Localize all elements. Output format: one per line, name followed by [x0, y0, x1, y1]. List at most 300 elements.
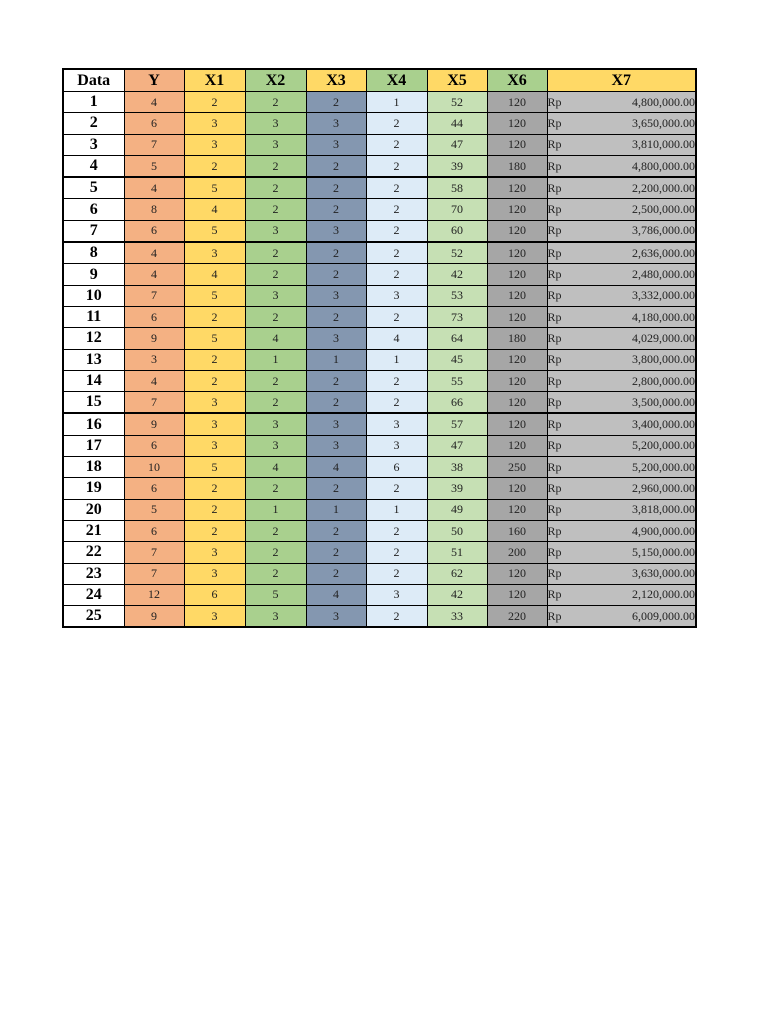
cell-x5[interactable]: 49 [427, 499, 487, 520]
cell-x7[interactable] [547, 285, 696, 306]
cell-x7[interactable] [547, 155, 696, 177]
cell-y[interactable]: 4 [124, 242, 184, 264]
cell-y[interactable]: 7 [124, 563, 184, 584]
currency-label: Rp [547, 202, 562, 217]
cell-x2[interactable]: 2 [245, 155, 306, 177]
cell-x6[interactable]: 120 [487, 584, 547, 605]
cell-x7[interactable] [547, 349, 696, 370]
cell-x7[interactable] [547, 134, 696, 155]
cell-x2[interactable]: 2 [245, 242, 306, 264]
cell-x3[interactable]: 1 [306, 349, 366, 370]
cell-x7[interactable] [547, 370, 696, 391]
cell-x2[interactable]: 2 [245, 520, 306, 541]
currency-label: Rp [547, 480, 562, 495]
cell-x4[interactable]: 2 [366, 177, 427, 199]
cell-x2[interactable]: 4 [245, 457, 306, 478]
amount-value: 4,029,000.00 [632, 330, 695, 345]
table-row [63, 113, 696, 134]
cell-x2[interactable]: 3 [245, 435, 306, 456]
cell-x6[interactable]: 120 [487, 392, 547, 414]
currency-label: Rp [547, 373, 562, 388]
cell-x1[interactable]: 3 [184, 242, 245, 264]
cell-x2[interactable]: 2 [245, 199, 306, 220]
cell-x4[interactable]: 2 [366, 242, 427, 264]
cell-x3[interactable]: 4 [306, 457, 366, 478]
currency-label: Rp [547, 245, 562, 260]
cell-x4[interactable]: 3 [366, 584, 427, 605]
cell-y[interactable]: 8 [124, 199, 184, 220]
header-data: Data [63, 69, 124, 92]
cell-x6[interactable]: 120 [487, 177, 547, 199]
currency-label: Rp [547, 158, 562, 173]
cell-y[interactable]: 6 [124, 435, 184, 456]
cell-y[interactable]: 7 [124, 392, 184, 414]
cell-x2[interactable]: 2 [245, 478, 306, 499]
cell-x1[interactable]: 5 [184, 220, 245, 242]
cell-x2[interactable]: 2 [245, 177, 306, 199]
cell-x1[interactable]: 3 [184, 113, 245, 134]
cell-x7[interactable] [547, 457, 696, 478]
amount-value: 3,786,000.00 [632, 223, 695, 238]
cell-x6[interactable]: 180 [487, 328, 547, 349]
cell-x5[interactable]: 60 [427, 220, 487, 242]
table-row [63, 370, 696, 391]
table-row [63, 285, 696, 306]
row-number[interactable]: 16 [63, 413, 124, 435]
row-number[interactable]: 25 [63, 606, 124, 628]
cell-x7[interactable] [547, 584, 696, 605]
cell-x5[interactable]: 33 [427, 606, 487, 628]
table-row [63, 264, 696, 285]
cell-x1[interactable]: 2 [184, 499, 245, 520]
cell-x4[interactable]: 2 [366, 606, 427, 628]
cell-x7[interactable] [547, 520, 696, 541]
cell-x4[interactable]: 2 [366, 306, 427, 327]
cell-x2[interactable]: 3 [245, 285, 306, 306]
amount-value: 3,810,000.00 [632, 137, 695, 152]
cell-x3[interactable]: 3 [306, 285, 366, 306]
amount-value: 3,818,000.00 [632, 502, 695, 517]
cell-x5[interactable]: 50 [427, 520, 487, 541]
table-row [63, 542, 696, 563]
currency-label: Rp [547, 394, 562, 409]
cell-x2[interactable]: 3 [245, 606, 306, 628]
amount-value: 3,800,000.00 [632, 352, 695, 367]
cell-x6[interactable]: 120 [487, 134, 547, 155]
cell-x6[interactable]: 120 [487, 370, 547, 391]
table-row [63, 563, 696, 584]
cell-x3[interactable]: 2 [306, 92, 366, 113]
cell-x1[interactable]: 3 [184, 392, 245, 414]
amount-value: 3,630,000.00 [632, 566, 695, 581]
cell-x3[interactable]: 2 [306, 264, 366, 285]
amount-value: 3,650,000.00 [632, 115, 695, 130]
cell-x4[interactable]: 3 [366, 413, 427, 435]
cell-x4[interactable]: 2 [366, 155, 427, 177]
cell-x6[interactable]: 120 [487, 306, 547, 327]
cell-x6[interactable]: 120 [487, 435, 547, 456]
cell-x6[interactable]: 120 [487, 264, 547, 285]
cell-x5[interactable]: 55 [427, 370, 487, 391]
cell-x4[interactable]: 3 [366, 285, 427, 306]
cell-x3[interactable]: 3 [306, 435, 366, 456]
currency-label: Rp [547, 288, 562, 303]
cell-x5[interactable]: 66 [427, 392, 487, 414]
cell-x4[interactable]: 6 [366, 457, 427, 478]
cell-x6[interactable]: 120 [487, 199, 547, 220]
cell-x7[interactable] [547, 306, 696, 327]
row-number[interactable]: 23 [63, 563, 124, 584]
currency-label: Rp [547, 417, 562, 432]
cell-y[interactable]: 4 [124, 370, 184, 391]
row-number[interactable]: 21 [63, 520, 124, 541]
row-number[interactable]: 7 [63, 220, 124, 242]
amount-value: 2,960,000.00 [632, 480, 695, 495]
cell-x7[interactable] [547, 328, 696, 349]
currency-label: Rp [547, 544, 562, 559]
cell-x7[interactable] [547, 199, 696, 220]
cell-y[interactable]: 12 [124, 584, 184, 605]
cell-x4[interactable]: 2 [366, 370, 427, 391]
cell-x3[interactable]: 2 [306, 199, 366, 220]
cell-x3[interactable]: 2 [306, 306, 366, 327]
cell-x5[interactable]: 52 [427, 242, 487, 264]
cell-y[interactable]: 4 [124, 264, 184, 285]
cell-x1[interactable]: 3 [184, 606, 245, 628]
table-row [63, 328, 696, 349]
amount-value: 3,500,000.00 [632, 394, 695, 409]
currency-label: Rp [547, 459, 562, 474]
row-number[interactable]: 2 [63, 113, 124, 134]
amount-value: 2,480,000.00 [632, 267, 695, 282]
cell-x1[interactable]: 3 [184, 563, 245, 584]
amount-value: 2,636,000.00 [632, 245, 695, 260]
cell-x2[interactable]: 2 [245, 264, 306, 285]
cell-x6[interactable]: 160 [487, 520, 547, 541]
currency-label: Rp [547, 608, 562, 623]
currency-label: Rp [547, 352, 562, 367]
cell-x2[interactable]: 4 [245, 328, 306, 349]
cell-y[interactable]: 7 [124, 285, 184, 306]
cell-x4[interactable]: 2 [366, 563, 427, 584]
row-number[interactable]: 5 [63, 177, 124, 199]
currency-label: Rp [547, 267, 562, 282]
cell-x7[interactable] [547, 242, 696, 264]
cell-x5[interactable]: 64 [427, 328, 487, 349]
header-x1: X1 [184, 69, 245, 92]
cell-y[interactable]: 6 [124, 520, 184, 541]
table-row [63, 457, 696, 478]
cell-x1[interactable]: 2 [184, 92, 245, 113]
cell-x2[interactable]: 3 [245, 413, 306, 435]
cell-x5[interactable]: 57 [427, 413, 487, 435]
header-row [63, 69, 696, 92]
cell-x6[interactable]: 120 [487, 413, 547, 435]
cell-x7[interactable] [547, 478, 696, 499]
cell-x4[interactable]: 3 [366, 435, 427, 456]
header-x5: X5 [427, 69, 487, 92]
header-x3: X3 [306, 69, 366, 92]
cell-x1[interactable]: 4 [184, 264, 245, 285]
amount-value: 3,400,000.00 [632, 417, 695, 432]
cell-x5[interactable]: 38 [427, 457, 487, 478]
amount-value: 4,180,000.00 [632, 309, 695, 324]
currency-label: Rp [547, 115, 562, 130]
cell-x6[interactable]: 220 [487, 606, 547, 628]
cell-x6[interactable]: 120 [487, 113, 547, 134]
cell-x1[interactable]: 5 [184, 328, 245, 349]
amount-value: 5,200,000.00 [632, 438, 695, 453]
header-x7: X7 [547, 69, 696, 92]
header-x4: X4 [366, 69, 427, 92]
cell-x3[interactable]: 4 [306, 584, 366, 605]
amount-value: 4,800,000.00 [632, 158, 695, 173]
cell-x4[interactable]: 1 [366, 499, 427, 520]
cell-x2[interactable]: 2 [245, 370, 306, 391]
cell-y[interactable]: 7 [124, 134, 184, 155]
cell-x2[interactable]: 2 [245, 563, 306, 584]
cell-x6[interactable]: 120 [487, 349, 547, 370]
cell-x1[interactable]: 2 [184, 370, 245, 391]
cell-x4[interactable]: 1 [366, 349, 427, 370]
cell-x3[interactable]: 2 [306, 370, 366, 391]
cell-x7[interactable] [547, 435, 696, 456]
amount-value: 4,900,000.00 [632, 523, 695, 538]
cell-x1[interactable]: 4 [184, 199, 245, 220]
row-number[interactable]: 8 [63, 242, 124, 264]
cell-x7[interactable] [547, 563, 696, 584]
table-row [63, 177, 696, 199]
cell-x6[interactable]: 250 [487, 457, 547, 478]
cell-x7[interactable] [547, 264, 696, 285]
cell-x5[interactable]: 45 [427, 349, 487, 370]
table-row [63, 349, 696, 370]
cell-x5[interactable]: 39 [427, 155, 487, 177]
cell-x5[interactable]: 73 [427, 306, 487, 327]
cell-x4[interactable]: 2 [366, 220, 427, 242]
cell-x6[interactable]: 120 [487, 499, 547, 520]
cell-x4[interactable]: 4 [366, 328, 427, 349]
cell-x2[interactable]: 1 [245, 349, 306, 370]
cell-x2[interactable]: 3 [245, 220, 306, 242]
cell-y[interactable]: 9 [124, 328, 184, 349]
row-number[interactable]: 13 [63, 349, 124, 370]
row-number[interactable]: 14 [63, 370, 124, 391]
cell-x6[interactable]: 120 [487, 92, 547, 113]
cell-x5[interactable]: 39 [427, 478, 487, 499]
cell-x2[interactable]: 2 [245, 306, 306, 327]
cell-x5[interactable]: 53 [427, 285, 487, 306]
cell-x6[interactable]: 120 [487, 242, 547, 264]
cell-x1[interactable]: 2 [184, 306, 245, 327]
cell-x6[interactable]: 120 [487, 285, 547, 306]
data-table [62, 68, 697, 628]
row-number[interactable]: 20 [63, 499, 124, 520]
cell-x7[interactable] [547, 220, 696, 242]
cell-x2[interactable]: 2 [245, 392, 306, 414]
cell-x1[interactable]: 3 [184, 542, 245, 563]
amount-value: 5,150,000.00 [632, 544, 695, 559]
cell-x3[interactable]: 3 [306, 328, 366, 349]
cell-y[interactable]: 4 [124, 92, 184, 113]
amount-value: 2,120,000.00 [632, 587, 695, 602]
cell-x5[interactable]: 62 [427, 563, 487, 584]
amount-value: 2,500,000.00 [632, 202, 695, 217]
cell-x5[interactable]: 58 [427, 177, 487, 199]
currency-label: Rp [547, 523, 562, 538]
cell-x4[interactable]: 2 [366, 478, 427, 499]
cell-x6[interactable]: 180 [487, 155, 547, 177]
amount-value: 2,200,000.00 [632, 180, 695, 195]
cell-x7[interactable] [547, 542, 696, 563]
cell-y[interactable]: 6 [124, 113, 184, 134]
row-number[interactable]: 19 [63, 478, 124, 499]
cell-x7[interactable] [547, 413, 696, 435]
cell-x1[interactable]: 5 [184, 177, 245, 199]
cell-x3[interactable]: 2 [306, 392, 366, 414]
row-number[interactable]: 18 [63, 457, 124, 478]
cell-x5[interactable]: 47 [427, 134, 487, 155]
amount-value: 4,800,000.00 [632, 94, 695, 109]
cell-y[interactable]: 6 [124, 306, 184, 327]
cell-x3[interactable]: 3 [306, 606, 366, 628]
amount-value: 5,200,000.00 [632, 459, 695, 474]
currency-label: Rp [547, 587, 562, 602]
cell-x5[interactable]: 44 [427, 113, 487, 134]
currency-label: Rp [547, 309, 562, 324]
cell-x1[interactable]: 2 [184, 478, 245, 499]
row-number[interactable]: 3 [63, 134, 124, 155]
cell-x6[interactable]: 200 [487, 542, 547, 563]
cell-x7[interactable] [547, 606, 696, 628]
cell-x3[interactable]: 2 [306, 242, 366, 264]
cell-x1[interactable]: 3 [184, 413, 245, 435]
table-body [63, 92, 696, 628]
row-number[interactable]: 4 [63, 155, 124, 177]
cell-x4[interactable]: 2 [366, 199, 427, 220]
cell-x3[interactable]: 3 [306, 134, 366, 155]
cell-x3[interactable]: 1 [306, 499, 366, 520]
table-row [63, 392, 696, 414]
cell-y[interactable]: 6 [124, 478, 184, 499]
cell-y[interactable]: 4 [124, 177, 184, 199]
amount-value: 6,009,000.00 [632, 608, 695, 623]
cell-x3[interactable]: 3 [306, 413, 366, 435]
cell-x5[interactable]: 42 [427, 584, 487, 605]
cell-x4[interactable]: 2 [366, 264, 427, 285]
header-x2: X2 [245, 69, 306, 92]
cell-x4[interactable]: 2 [366, 520, 427, 541]
cell-x7[interactable] [547, 92, 696, 113]
cell-y[interactable]: 7 [124, 542, 184, 563]
table-row [63, 155, 696, 177]
row-number[interactable]: 15 [63, 392, 124, 414]
cell-x1[interactable]: 5 [184, 285, 245, 306]
row-number[interactable]: 6 [63, 199, 124, 220]
cell-x3[interactable]: 2 [306, 563, 366, 584]
cell-y[interactable]: 9 [124, 606, 184, 628]
cell-x4[interactable]: 1 [366, 92, 427, 113]
cell-x1[interactable]: 6 [184, 584, 245, 605]
row-number[interactable]: 17 [63, 435, 124, 456]
cell-x1[interactable]: 2 [184, 520, 245, 541]
cell-x4[interactable]: 2 [366, 542, 427, 563]
table-row [63, 435, 696, 456]
header-x6: X6 [487, 69, 547, 92]
cell-x3[interactable]: 2 [306, 478, 366, 499]
cell-x7[interactable] [547, 499, 696, 520]
row-number[interactable]: 1 [63, 92, 124, 113]
cell-x5[interactable]: 47 [427, 435, 487, 456]
table-row [63, 584, 696, 605]
cell-x1[interactable]: 5 [184, 457, 245, 478]
cell-x2[interactable]: 1 [245, 499, 306, 520]
table-row [63, 606, 696, 628]
cell-x6[interactable]: 120 [487, 220, 547, 242]
cell-y[interactable]: 6 [124, 220, 184, 242]
table-row [63, 499, 696, 520]
cell-x1[interactable]: 2 [184, 155, 245, 177]
cell-x2[interactable]: 3 [245, 113, 306, 134]
cell-x5[interactable]: 51 [427, 542, 487, 563]
cell-x5[interactable]: 70 [427, 199, 487, 220]
cell-x4[interactable]: 2 [366, 134, 427, 155]
row-number[interactable]: 22 [63, 542, 124, 563]
cell-x1[interactable]: 3 [184, 134, 245, 155]
cell-x7[interactable] [547, 177, 696, 199]
row-number[interactable]: 9 [63, 264, 124, 285]
cell-x2[interactable]: 5 [245, 584, 306, 605]
cell-x1[interactable]: 3 [184, 435, 245, 456]
cell-x3[interactable]: 2 [306, 177, 366, 199]
cell-y[interactable]: 5 [124, 499, 184, 520]
cell-y[interactable]: 10 [124, 457, 184, 478]
table-row [63, 134, 696, 155]
cell-x4[interactable]: 2 [366, 392, 427, 414]
cell-x2[interactable]: 3 [245, 134, 306, 155]
row-number[interactable]: 12 [63, 328, 124, 349]
cell-x3[interactable]: 2 [306, 155, 366, 177]
table-row [63, 92, 696, 113]
currency-label: Rp [547, 566, 562, 581]
cell-x7[interactable] [547, 392, 696, 414]
cell-x3[interactable]: 3 [306, 113, 366, 134]
row-number[interactable]: 10 [63, 285, 124, 306]
currency-label: Rp [547, 137, 562, 152]
cell-y[interactable]: 5 [124, 155, 184, 177]
cell-x2[interactable]: 2 [245, 92, 306, 113]
cell-y[interactable]: 9 [124, 413, 184, 435]
cell-x6[interactable]: 120 [487, 478, 547, 499]
cell-x3[interactable]: 2 [306, 520, 366, 541]
cell-x7[interactable] [547, 113, 696, 134]
currency-label: Rp [547, 94, 562, 109]
row-number[interactable]: 11 [63, 306, 124, 327]
cell-x5[interactable]: 52 [427, 92, 487, 113]
cell-x3[interactable]: 2 [306, 542, 366, 563]
cell-x1[interactable]: 2 [184, 349, 245, 370]
cell-x5[interactable]: 42 [427, 264, 487, 285]
cell-x6[interactable]: 120 [487, 563, 547, 584]
cell-x4[interactable]: 2 [366, 113, 427, 134]
cell-y[interactable]: 3 [124, 349, 184, 370]
row-number[interactable]: 24 [63, 584, 124, 605]
header-y: Y [124, 69, 184, 92]
cell-x3[interactable]: 3 [306, 220, 366, 242]
currency-label: Rp [547, 438, 562, 453]
amount-value: 2,800,000.00 [632, 373, 695, 388]
cell-x2[interactable]: 2 [245, 542, 306, 563]
